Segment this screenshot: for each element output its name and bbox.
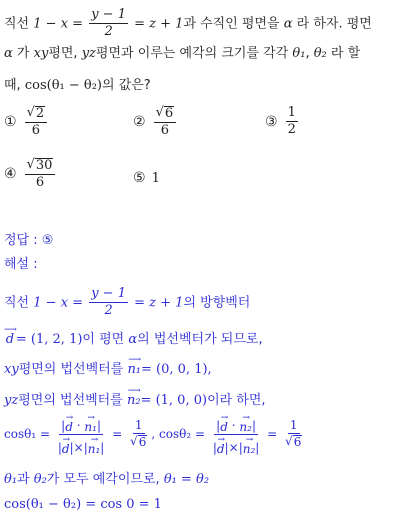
problem-text: 가 — [16, 46, 30, 61]
choice-marker: ① — [4, 114, 17, 131]
choice-fraction — [25, 106, 48, 139]
cos-theta1-fraction — [56, 414, 106, 455]
xy-symbol: xy — [4, 361, 19, 377]
cos-theta2: cosθ₂ = — [159, 426, 206, 441]
fraction-denominator: 2 — [104, 303, 113, 319]
problem-line-2 — [4, 47, 360, 60]
fraction-denominator: 6 — [160, 123, 169, 139]
choice-marker: ⑤ — [133, 170, 146, 186]
problem-text: 라 할 — [330, 46, 361, 61]
choice-marker: ④ — [4, 166, 17, 183]
choice-marker: ② — [133, 114, 146, 131]
magnitude-product: | → d |×| → n₁ | — [57, 434, 105, 456]
choice-fraction — [286, 106, 298, 138]
explanation-text: 이라 하면, — [207, 392, 266, 408]
theta-equality: θ₁ = θ₂ — [163, 472, 210, 487]
choice-1[interactable] — [4, 106, 49, 139]
cos-theta2-fraction — [211, 414, 261, 455]
vector-n2: ⟶ n₂ — [126, 386, 141, 409]
problem-text: 때, — [4, 78, 21, 93]
problem-text: 평면, — [48, 46, 78, 61]
problem-text: 과 수직인 평면을 — [183, 16, 280, 32]
line-equation-right: = z + 1 — [134, 16, 184, 32]
fraction-numerator: y − 1 — [89, 8, 128, 24]
explanation-line-5: cosθ₁ = | → d · → n₁ | | → d |×| → n₁ | = 1 √ 6 , cosθ₂ = | → d · → n₂ | | → d |×| → n₂ | = 1 √ 6 — [4, 414, 306, 455]
explanation-text: 의 법선벡터가 되므로, — [137, 331, 263, 347]
theta1-symbol: θ₁ — [4, 472, 18, 487]
vector-n2-value: = (1, 0, 0) — [140, 392, 208, 408]
fraction-denominator: 2 — [104, 24, 113, 40]
alpha-symbol: α — [283, 16, 293, 32]
explanation-text: 과 — [17, 472, 30, 487]
sqrt-numerator: √ 30 — [25, 158, 56, 175]
explanation-line-4 — [4, 387, 266, 407]
fraction-denominator: 2 — [287, 122, 296, 138]
fraction-numerator: y − 1 — [89, 287, 128, 303]
explanation-line-2 — [4, 326, 263, 346]
cos-theta2-value: 1 √ 6 — [285, 418, 302, 450]
explanation-line-6 — [4, 473, 209, 486]
theta1-symbol: θ₁ — [292, 46, 306, 61]
fraction-denominator: 6 — [35, 175, 45, 191]
problem-text: 라 하자. 평면 — [296, 16, 372, 32]
theta2-symbol: θ₂ — [313, 46, 327, 61]
sqrt-numerator: √ 6 — [154, 106, 177, 123]
explanation-label: 해설 : — [4, 257, 38, 272]
vector-n1-value: = (0, 0, 1), — [141, 361, 212, 377]
xy-symbol: xy — [33, 46, 49, 61]
explanation-text: 평면의 법선벡터를 — [18, 361, 124, 377]
dot-product: | → d · → n₁ | — [61, 413, 101, 435]
line-equation-fraction — [89, 8, 128, 40]
line-equation-right: = z + 1 — [134, 295, 184, 311]
explanation-line-1 — [4, 287, 250, 319]
yz-symbol: yz — [4, 392, 19, 408]
explanation-text: 이 평면 — [82, 331, 125, 347]
explanation-text: 직선 — [4, 295, 30, 311]
vector-d: ⟶ d — [4, 325, 16, 348]
fraction-denominator: 6 — [31, 123, 40, 139]
explanation-line-3 — [4, 356, 212, 376]
theta2-symbol: θ₂ — [33, 472, 47, 487]
problem-line-1 — [4, 8, 372, 40]
choice-fraction — [25, 158, 56, 191]
alpha-symbol: α — [128, 331, 138, 347]
vector-n1: ⟶ n₁ — [127, 355, 142, 378]
choice-fraction — [154, 106, 177, 139]
explanation-text: 가 모두 예각이므로, — [46, 472, 160, 487]
answer-label: 정답 : ⑤ — [4, 233, 54, 248]
choice-3[interactable] — [265, 106, 300, 138]
line-equation-left: 1 − x = — [33, 16, 84, 32]
alpha-symbol: α — [4, 46, 13, 61]
magnitude-product: | → d |×| → n₂ | — [212, 434, 260, 456]
cos-expression: cos(θ₁ − θ₂) — [24, 78, 102, 93]
problem-text: 직선 — [4, 16, 30, 32]
explanation-text: 의 방향벡터 — [183, 295, 251, 311]
choice-4[interactable] — [4, 158, 57, 191]
dot-product: | → d · → n₂ | — [216, 413, 256, 435]
fraction-numerator: 1 — [286, 106, 298, 122]
explanation-line-7: cos(θ₁ − θ₂) = cos 0 = 1 — [4, 497, 162, 512]
yz-symbol: yz — [81, 46, 96, 61]
vector-d-value: = (1, 2, 1) — [15, 331, 83, 347]
line-equation-fraction — [89, 287, 128, 319]
cos-theta1-value: 1 √ 6 — [130, 418, 147, 450]
sqrt-numerator: √ 2 — [25, 106, 48, 123]
line-equation-left: 1 − x = — [33, 295, 84, 311]
choice-2[interactable] — [133, 106, 178, 139]
problem-line-3 — [4, 79, 151, 92]
choice-5[interactable] — [133, 170, 160, 186]
cos-theta1: cosθ₁ = — [4, 426, 51, 441]
comma: , — [305, 46, 310, 61]
problem-text: 평면과 이루는 예각의 크기를 각각 — [95, 46, 289, 61]
explanation-text: 평면의 법선벡터를 — [18, 392, 123, 408]
choice-value: 1 — [151, 170, 160, 186]
problem-text: 의 값은? — [102, 78, 151, 93]
choice-marker: ③ — [265, 113, 278, 130]
